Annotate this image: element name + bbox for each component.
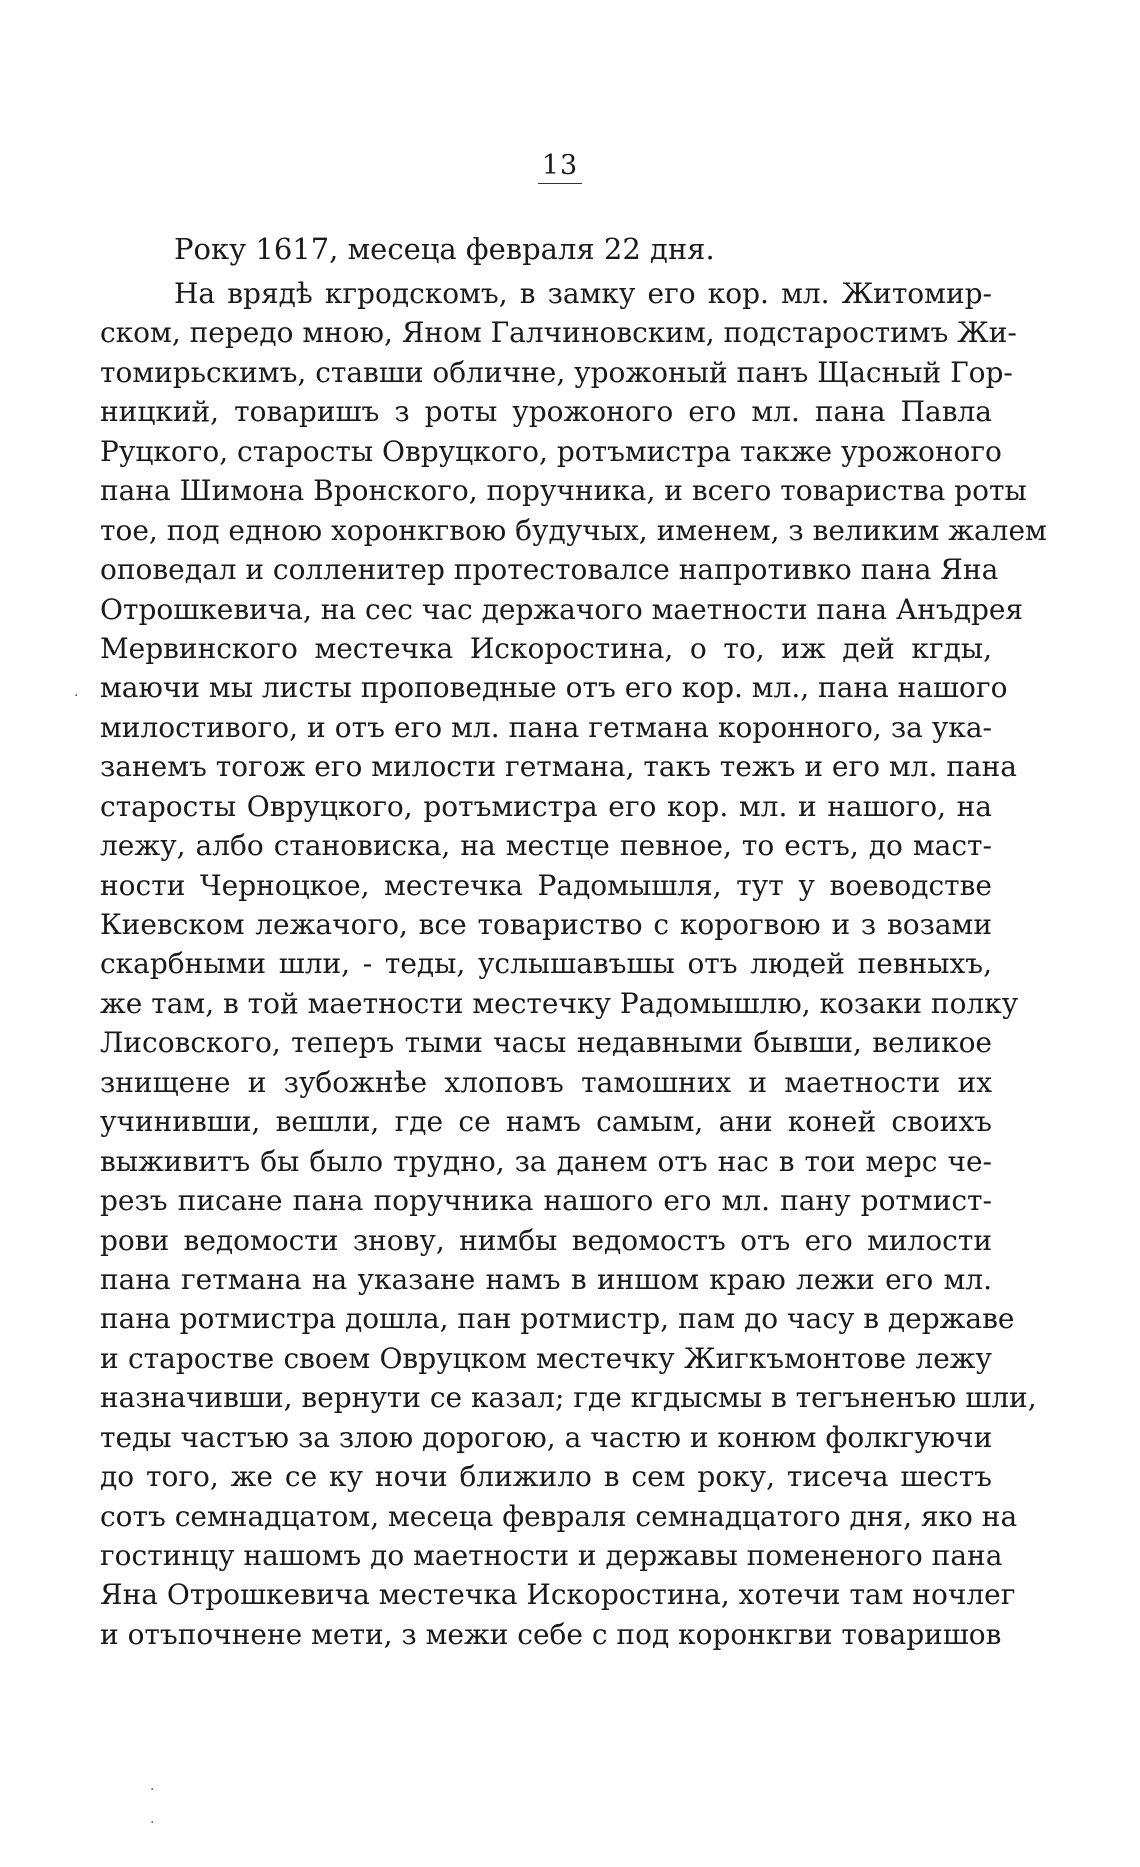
text-line: пана Шимона Вронского, поручника, и всего товариства роты bbox=[100, 474, 1027, 508]
text-line: теды частъю за злою дорогою, а частю и конюм фолкгуючи bbox=[100, 1420, 993, 1454]
text-line: Мервинского местечка Искоростина, о то, иж дей кгды, bbox=[100, 631, 992, 665]
text-line: тое, под едною хоронкгвою будучых, именем, з великим жалем bbox=[100, 513, 1047, 547]
text-line: пана ротмистра дошла, пан ротмистр, пам до часу в державе bbox=[100, 1302, 1015, 1336]
text-line: оповедал и солленитер протестовалсе напротивко пана Яна bbox=[100, 553, 999, 587]
text-line: Отрошкевича, на сес час держачого маетности пана Анъдрея bbox=[100, 592, 1024, 626]
text-line: ском, передо мною, Яном Галчиновским, подстаростимъ Жи- bbox=[100, 316, 1017, 350]
text-line: ности Черноцкое, местечка Радомышля, тут у воеводстве bbox=[100, 868, 992, 902]
text-line: милостивого, и отъ его мл. пана гетмана коронного, за ука- bbox=[100, 710, 992, 744]
text-line: ницкий, товаришъ з роты урожоного его мл. пана Павла bbox=[100, 395, 992, 429]
text-line: Яна Отрошкевича местечка Искоростина, хотечи там ночлег bbox=[100, 1578, 1016, 1612]
text-line: резъ писане пана поручника нашого его мл. пану ротмист- bbox=[100, 1184, 992, 1218]
entry-date-heading: Року 1617, месеца февраля 22 дня. bbox=[174, 232, 715, 266]
text-line: назначивши, вернути се казал; где кгдысмы в тегъненъю шли, bbox=[100, 1381, 1037, 1415]
text-line: пана гетмана на указане намъ в иншом краю лежи его мл. bbox=[100, 1262, 992, 1296]
text-line: скарбными шли, - теды, услышавъшы отъ людей певныхъ, bbox=[100, 947, 992, 981]
text-line: учинивши, вешли, где се намъ самым, ани коней своихъ bbox=[100, 1105, 992, 1139]
text-line: до того, же се ку ночи ближило в сем року, тисеча шестъ bbox=[100, 1460, 992, 1494]
text-line: же там, в той маетности местечку Радомышлю, козаки полку bbox=[100, 986, 1019, 1020]
text-line: старосты Овруцкого, ротъмистра его кор. мл. и нашого, на bbox=[100, 789, 992, 823]
text-line: знищене и зубожнѣе хлоповъ тамошних и маетности их bbox=[100, 1065, 992, 1099]
text-line: маючи мы листы проповедные отъ его кор. мл., пана нашого bbox=[100, 671, 1008, 705]
text-line: На врядѣ кгродскомъ, в замку его кор. мл. Житомир- bbox=[174, 277, 992, 310]
text-line: рови ведомости знову, нимбы ведомостъ отъ его милости bbox=[100, 1223, 992, 1257]
text-line: томирьскимъ, ставши обличне, урожоный панъ Щасный Гор- bbox=[100, 355, 1013, 389]
body-text bbox=[100, 274, 1047, 1654]
text-line: Лисовского, теперъ тыми часы недавными бывши, великое bbox=[100, 1026, 992, 1060]
text-line: гостинцу нашомъ до маетности и державы помененого пана bbox=[100, 1539, 1003, 1572]
text-line: выживитъ бы было трудно, за данем отъ нас в тои мерс че- bbox=[100, 1144, 992, 1178]
text-line: Руцкого, старосты Овруцкого, ротъмистра также урожоного bbox=[100, 434, 1002, 468]
margin-speck: · bbox=[150, 1815, 155, 1831]
text-line: и старостве своем Овруцком местечку Жигкъмонтове лежу bbox=[100, 1341, 992, 1375]
text-line: и отъпочнене мети, з межи себе с под коронкгви товаришов bbox=[100, 1617, 1002, 1651]
margin-speck: · bbox=[74, 688, 79, 704]
page-number: 13 bbox=[0, 150, 1120, 181]
text-line: занемъ тогож его милости гетмана, такъ тежъ и его мл. пана bbox=[100, 750, 1017, 784]
margin-speck: · bbox=[150, 1782, 155, 1798]
text-line: лежу, албо становиска, на местце певное, то естъ, до маст- bbox=[100, 829, 992, 863]
text-line: Киевском лежачого, все товариство с корогвою и з возами bbox=[100, 908, 992, 941]
text-line: сотъ семнадцатом, месеца февраля семнадцатого дня, яко на bbox=[100, 1499, 1018, 1533]
